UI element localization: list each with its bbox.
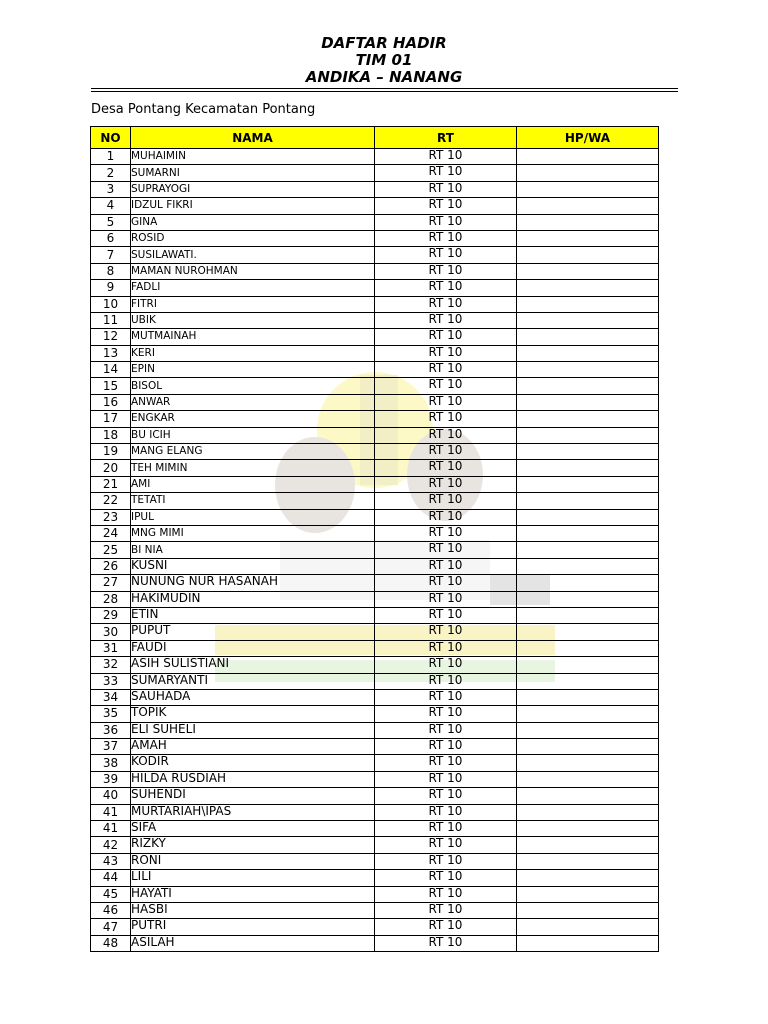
row-number: 33: [91, 673, 131, 689]
row-name: SUMARYANTI: [131, 673, 375, 689]
row-name: EPIN: [131, 362, 375, 378]
row-number: 26: [91, 558, 131, 574]
table-row: [91, 771, 659, 787]
row-name: MANG ELANG: [131, 444, 375, 460]
column-header-name: NAMA: [131, 127, 375, 149]
row-name: TOPIK: [131, 706, 375, 722]
row-rt: RT 10: [375, 263, 517, 279]
table-row: [91, 902, 659, 918]
table-row: [91, 624, 659, 640]
row-name: PUPUT: [131, 624, 375, 640]
row-hp-wa: [517, 214, 659, 230]
table-row: [91, 804, 659, 820]
row-rt: RT 10: [375, 607, 517, 623]
table-row: [91, 394, 659, 410]
row-rt: RT 10: [375, 476, 517, 492]
row-number: 36: [91, 722, 131, 738]
column-header-no: NO: [91, 127, 131, 149]
table-row: [91, 312, 659, 328]
row-rt: RT 10: [375, 149, 517, 165]
table-row: [91, 755, 659, 771]
row-number: 10: [91, 296, 131, 312]
row-name: RONI: [131, 853, 375, 869]
row-rt: RT 10: [375, 525, 517, 541]
table-row: [91, 788, 659, 804]
table-row: [91, 476, 659, 492]
table-row: [91, 886, 659, 902]
row-name: ENGKAR: [131, 411, 375, 427]
row-hp-wa: [517, 870, 659, 886]
row-number: 41: [91, 821, 131, 837]
row-hp-wa: [517, 493, 659, 509]
row-name: NUNUNG NUR HASANAH: [131, 575, 375, 591]
row-name: FAUDI: [131, 640, 375, 656]
table-row: [91, 607, 659, 623]
row-number: 38: [91, 755, 131, 771]
table-row: [91, 263, 659, 279]
row-number: 18: [91, 427, 131, 443]
row-name: SUMARNI: [131, 165, 375, 181]
row-rt: RT 10: [375, 689, 517, 705]
row-name: IDZUL FIKRI: [131, 198, 375, 214]
table-row: [91, 230, 659, 246]
table-row: [91, 525, 659, 541]
row-hp-wa: [517, 558, 659, 574]
row-hp-wa: [517, 329, 659, 345]
row-name: SUPRAYOGI: [131, 181, 375, 197]
row-name: HAYATI: [131, 886, 375, 902]
row-name: SAUHADA: [131, 689, 375, 705]
row-number: 15: [91, 378, 131, 394]
row-number: 9: [91, 280, 131, 296]
row-hp-wa: [517, 312, 659, 328]
row-rt: RT 10: [375, 378, 517, 394]
row-hp-wa: [517, 378, 659, 394]
row-hp-wa: [517, 739, 659, 755]
row-name: LILI: [131, 870, 375, 886]
row-number: 3: [91, 181, 131, 197]
table-row: [91, 296, 659, 312]
table-row: [91, 689, 659, 705]
row-number: 31: [91, 640, 131, 656]
row-number: 11: [91, 312, 131, 328]
candidate-names: ANDIKA – NANANG: [305, 68, 463, 86]
column-header-hp-wa: HP/WA: [517, 127, 659, 149]
row-number: 27: [91, 575, 131, 591]
row-number: 42: [91, 837, 131, 853]
row-name: HASBI: [131, 902, 375, 918]
row-hp-wa: [517, 673, 659, 689]
row-number: 5: [91, 214, 131, 230]
row-rt: RT 10: [375, 280, 517, 296]
row-rt: RT 10: [375, 214, 517, 230]
table-row: [91, 575, 659, 591]
row-hp-wa: [517, 771, 659, 787]
table-row: [91, 362, 659, 378]
row-hp-wa: [517, 525, 659, 541]
row-hp-wa: [517, 362, 659, 378]
row-rt: RT 10: [375, 460, 517, 476]
row-hp-wa: [517, 181, 659, 197]
row-number: 13: [91, 345, 131, 361]
row-name: BISOL: [131, 378, 375, 394]
row-name: HILDA RUSDIAH: [131, 771, 375, 787]
row-hp-wa: [517, 345, 659, 361]
row-number: 21: [91, 476, 131, 492]
column-header-rt: RT: [375, 127, 517, 149]
row-number: 2: [91, 165, 131, 181]
row-rt: RT 10: [375, 444, 517, 460]
table-row: [91, 509, 659, 525]
row-number: 24: [91, 525, 131, 541]
row-rt: RT 10: [375, 558, 517, 574]
row-hp-wa: [517, 657, 659, 673]
row-number: 22: [91, 493, 131, 509]
table-row: [91, 280, 659, 296]
table-row: [91, 542, 659, 558]
row-number: 48: [91, 935, 131, 951]
row-hp-wa: [517, 198, 659, 214]
row-hp-wa: [517, 837, 659, 853]
row-hp-wa: [517, 296, 659, 312]
row-number: 20: [91, 460, 131, 476]
row-rt: RT 10: [375, 804, 517, 820]
row-number: 4: [91, 198, 131, 214]
row-number: 29: [91, 607, 131, 623]
row-number: 34: [91, 689, 131, 705]
row-number: 45: [91, 886, 131, 902]
row-hp-wa: [517, 902, 659, 918]
row-number: 12: [91, 329, 131, 345]
row-rt: RT 10: [375, 493, 517, 509]
row-hp-wa: [517, 427, 659, 443]
row-name: HAKIMUDIN: [131, 591, 375, 607]
row-rt: RT 10: [375, 821, 517, 837]
row-name: UBIK: [131, 312, 375, 328]
row-name: ETIN: [131, 607, 375, 623]
table-row: [91, 919, 659, 935]
row-name: MUTMAINAH: [131, 329, 375, 345]
row-hp-wa: [517, 165, 659, 181]
row-rt: RT 10: [375, 673, 517, 689]
row-number: 14: [91, 362, 131, 378]
row-rt: RT 10: [375, 640, 517, 656]
row-number: 46: [91, 902, 131, 918]
row-number: 37: [91, 739, 131, 755]
row-rt: RT 10: [375, 624, 517, 640]
row-rt: RT 10: [375, 870, 517, 886]
row-rt: RT 10: [375, 935, 517, 951]
row-hp-wa: [517, 394, 659, 410]
title-divider-top: [91, 88, 678, 89]
row-name: FITRI: [131, 296, 375, 312]
row-rt: RT 10: [375, 575, 517, 591]
row-name: RIZKY: [131, 837, 375, 853]
row-hp-wa: [517, 689, 659, 705]
row-name: ELI SUHELI: [131, 722, 375, 738]
row-name: AMAH: [131, 739, 375, 755]
row-hp-wa: [517, 919, 659, 935]
row-hp-wa: [517, 444, 659, 460]
attendance-table: [90, 126, 659, 952]
row-number: 44: [91, 870, 131, 886]
row-hp-wa: [517, 280, 659, 296]
row-hp-wa: [517, 935, 659, 951]
row-rt: RT 10: [375, 362, 517, 378]
row-hp-wa: [517, 607, 659, 623]
row-rt: RT 10: [375, 247, 517, 263]
row-rt: RT 10: [375, 657, 517, 673]
row-rt: RT 10: [375, 312, 517, 328]
row-hp-wa: [517, 755, 659, 771]
row-rt: RT 10: [375, 902, 517, 918]
row-number: 41: [91, 804, 131, 820]
table-row: [91, 935, 659, 951]
row-rt: RT 10: [375, 706, 517, 722]
row-hp-wa: [517, 263, 659, 279]
row-rt: RT 10: [375, 296, 517, 312]
table-row: [91, 640, 659, 656]
table-row: [91, 378, 659, 394]
row-number: 30: [91, 624, 131, 640]
row-name: BI NIA: [131, 542, 375, 558]
table-row: [91, 165, 659, 181]
row-number: 40: [91, 788, 131, 804]
row-rt: RT 10: [375, 181, 517, 197]
table-row: [91, 673, 659, 689]
row-rt: RT 10: [375, 427, 517, 443]
row-hp-wa: [517, 476, 659, 492]
document-title: DAFTAR HADIR: [321, 34, 447, 52]
row-rt: RT 10: [375, 755, 517, 771]
row-rt: RT 10: [375, 788, 517, 804]
row-rt: RT 10: [375, 394, 517, 410]
row-name: AMI: [131, 476, 375, 492]
row-number: 35: [91, 706, 131, 722]
row-number: 19: [91, 444, 131, 460]
table-row: [91, 411, 659, 427]
row-hp-wa: [517, 886, 659, 902]
row-hp-wa: [517, 230, 659, 246]
row-name: IPUL: [131, 509, 375, 525]
row-hp-wa: [517, 149, 659, 165]
row-rt: RT 10: [375, 329, 517, 345]
row-rt: RT 10: [375, 198, 517, 214]
row-name: TEH MIMIN: [131, 460, 375, 476]
table-row: [91, 247, 659, 263]
row-number: 28: [91, 591, 131, 607]
row-number: 23: [91, 509, 131, 525]
row-rt: RT 10: [375, 722, 517, 738]
row-hp-wa: [517, 542, 659, 558]
table-row: [91, 329, 659, 345]
row-rt: RT 10: [375, 509, 517, 525]
row-rt: RT 10: [375, 165, 517, 181]
row-rt: RT 10: [375, 542, 517, 558]
row-number: 7: [91, 247, 131, 263]
row-hp-wa: [517, 640, 659, 656]
table-row: [91, 198, 659, 214]
table-row: [91, 427, 659, 443]
row-name: SUSILAWATI.: [131, 247, 375, 263]
row-name: MUHAIMIN: [131, 149, 375, 165]
row-number: 43: [91, 853, 131, 869]
table-row: [91, 149, 659, 165]
row-name: ANWAR: [131, 394, 375, 410]
table-row: [91, 821, 659, 837]
row-rt: RT 10: [375, 771, 517, 787]
row-rt: RT 10: [375, 853, 517, 869]
table-header-row: [91, 127, 659, 149]
row-hp-wa: [517, 722, 659, 738]
row-number: 17: [91, 411, 131, 427]
row-number: 6: [91, 230, 131, 246]
row-hp-wa: [517, 624, 659, 640]
row-hp-wa: [517, 821, 659, 837]
row-hp-wa: [517, 788, 659, 804]
row-rt: RT 10: [375, 411, 517, 427]
table-row: [91, 181, 659, 197]
table-row: [91, 444, 659, 460]
row-number: 47: [91, 919, 131, 935]
table-row: [91, 739, 659, 755]
table-row: [91, 657, 659, 673]
row-number: 1: [91, 149, 131, 165]
location-subtitle: Desa Pontang Kecamatan Pontang: [91, 102, 316, 117]
table-row: [91, 591, 659, 607]
row-number: 25: [91, 542, 131, 558]
row-name: SUHENDI: [131, 788, 375, 804]
row-hp-wa: [517, 706, 659, 722]
row-hp-wa: [517, 853, 659, 869]
table-row: [91, 706, 659, 722]
row-rt: RT 10: [375, 837, 517, 853]
row-name: KODIR: [131, 755, 375, 771]
row-name: FADLI: [131, 280, 375, 296]
table-row: [91, 345, 659, 361]
row-name: MAMAN NUROHMAN: [131, 263, 375, 279]
row-hp-wa: [517, 804, 659, 820]
row-number: 39: [91, 771, 131, 787]
row-number: 32: [91, 657, 131, 673]
row-name: MNG MIMI: [131, 525, 375, 541]
row-hp-wa: [517, 247, 659, 263]
row-name: KERI: [131, 345, 375, 361]
row-name: BU ICIH: [131, 427, 375, 443]
row-rt: RT 10: [375, 230, 517, 246]
table-row: [91, 853, 659, 869]
row-name: ASIH SULISTIANI: [131, 657, 375, 673]
row-name: ROSID: [131, 230, 375, 246]
row-name: KUSNI: [131, 558, 375, 574]
table-row: [91, 460, 659, 476]
row-hp-wa: [517, 509, 659, 525]
row-number: 8: [91, 263, 131, 279]
row-number: 16: [91, 394, 131, 410]
row-name: SIFA: [131, 821, 375, 837]
table-row: [91, 870, 659, 886]
row-name: PUTRI: [131, 919, 375, 935]
row-hp-wa: [517, 460, 659, 476]
row-rt: RT 10: [375, 919, 517, 935]
row-hp-wa: [517, 575, 659, 591]
row-name: ASILAH: [131, 935, 375, 951]
row-name: MURTARIAH\IPAS: [131, 804, 375, 820]
team-name: TIM 01: [355, 51, 413, 69]
row-name: GINA: [131, 214, 375, 230]
row-name: TETATI: [131, 493, 375, 509]
table-row: [91, 837, 659, 853]
table-row: [91, 558, 659, 574]
table-row: [91, 214, 659, 230]
row-rt: RT 10: [375, 739, 517, 755]
row-rt: RT 10: [375, 591, 517, 607]
table-row: [91, 722, 659, 738]
row-rt: RT 10: [375, 886, 517, 902]
row-hp-wa: [517, 411, 659, 427]
title-divider-bottom: [91, 91, 678, 92]
table-row: [91, 493, 659, 509]
row-rt: RT 10: [375, 345, 517, 361]
row-hp-wa: [517, 591, 659, 607]
